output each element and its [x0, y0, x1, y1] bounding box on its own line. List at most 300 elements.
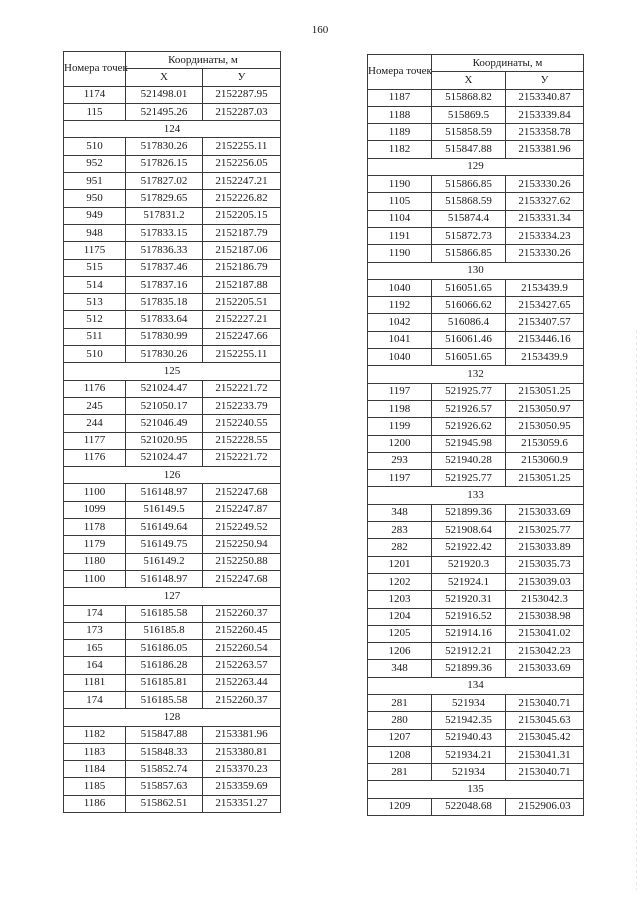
point-number-cell: 1174: [64, 86, 126, 103]
table-row: [64, 328, 281, 345]
x-coordinate-cell: 521046.49: [126, 415, 203, 432]
y-coordinate-cell: 2152250.88: [203, 553, 281, 570]
table-row: [368, 297, 584, 314]
point-number-cell: 1192: [368, 297, 432, 314]
x-coordinate-cell: 516148.97: [126, 570, 203, 587]
table-row: [64, 449, 281, 466]
table-row: [368, 746, 584, 763]
table-row: [368, 279, 584, 296]
table-row: [368, 504, 584, 521]
x-coordinate-cell: 521916.52: [432, 608, 506, 625]
y-coordinate-cell: 2153359.69: [203, 778, 281, 795]
table-row: [368, 539, 584, 556]
point-number-cell: 1187: [368, 89, 432, 106]
table-row: [368, 400, 584, 417]
point-number-cell: 510: [64, 138, 126, 155]
y-coordinate-cell: 2153439.9: [506, 279, 584, 296]
point-number-cell: 1176: [64, 449, 126, 466]
y-coordinate-cell: 2152255.11: [203, 138, 281, 155]
table-row: [368, 556, 584, 573]
group-row: [64, 588, 281, 605]
y-coordinate-cell: 2152221.72: [203, 380, 281, 397]
point-number-cell: 1041: [368, 331, 432, 348]
point-number-cell: 1208: [368, 746, 432, 763]
point-number-cell: 950: [64, 190, 126, 207]
point-number-cell: 1190: [368, 245, 432, 262]
x-coordinate-cell: 516185.8: [126, 622, 203, 639]
y-coordinate-cell: 2152247.87: [203, 501, 281, 518]
x-coordinate-cell: 516149.75: [126, 536, 203, 553]
y-coordinate-cell: 2153040.71: [506, 764, 584, 781]
point-number-cell: 293: [368, 452, 432, 469]
table-row: [64, 138, 281, 155]
group-row: [368, 781, 584, 798]
table-row: [368, 141, 584, 158]
y-coordinate-cell: 2153380.81: [203, 743, 281, 760]
point-number-cell: 1100: [64, 570, 126, 587]
y-coordinate-cell: 2153427.65: [506, 297, 584, 314]
point-number-cell: 173: [64, 622, 126, 639]
x-coordinate-cell: 515869.5: [432, 106, 506, 123]
point-number-cell: 1104: [368, 210, 432, 227]
x-coordinate-cell: 516185.58: [126, 691, 203, 708]
point-number-cell: 1040: [368, 349, 432, 366]
x-coordinate-cell: 521914.16: [432, 625, 506, 642]
point-number-cell: 1199: [368, 418, 432, 435]
point-number-cell: 515: [64, 259, 126, 276]
table-row: [64, 86, 281, 103]
y-coordinate-cell: 2153051.25: [506, 470, 584, 487]
y-coordinate-cell: 2152287.03: [203, 103, 281, 120]
y-coordinate-cell: 2153041.31: [506, 746, 584, 763]
x-coordinate-cell: 521920.3: [432, 556, 506, 573]
table-row: [368, 694, 584, 711]
point-number-cell: 1180: [64, 553, 126, 570]
point-number-cell: 1189: [368, 124, 432, 141]
point-number-cell: 1184: [64, 761, 126, 778]
x-coordinate-cell: 521050.17: [126, 397, 203, 414]
x-coordinate-cell: 516185.58: [126, 605, 203, 622]
table-row: [64, 501, 281, 518]
coordinates-table-left: [63, 51, 281, 813]
point-number-cell: 281: [368, 694, 432, 711]
x-coordinate-cell: 521024.47: [126, 380, 203, 397]
group-row: [368, 158, 584, 175]
y-coordinate-cell: 2152186.79: [203, 259, 281, 276]
y-coordinate-cell: 2153038.98: [506, 608, 584, 625]
y-coordinate-cell: 2153339.84: [506, 106, 584, 123]
coordinates-header: Координаты, м: [432, 55, 584, 72]
point-number-cell: 511: [64, 328, 126, 345]
x-coordinate-cell: 515852.74: [126, 761, 203, 778]
table-row: [64, 640, 281, 657]
x-coordinate-cell: 516066.62: [432, 297, 506, 314]
group-number: 126: [64, 467, 281, 484]
x-coordinate-cell: 517833.64: [126, 311, 203, 328]
point-number-cell: 1042: [368, 314, 432, 331]
y-coordinate-cell: 2152226.82: [203, 190, 281, 207]
y-coordinate-cell: 2153033.69: [506, 660, 584, 677]
y-coordinate-cell: 2153039.03: [506, 573, 584, 590]
x-coordinate-cell: 521934: [432, 694, 506, 711]
point-number-cell: 164: [64, 657, 126, 674]
group-row: [64, 121, 281, 138]
group-number: 135: [368, 781, 584, 798]
table-row: [368, 764, 584, 781]
point-number-cell: 281: [368, 764, 432, 781]
y-coordinate-cell: 2153050.97: [506, 400, 584, 417]
y-coordinate-cell: 2153330.26: [506, 245, 584, 262]
point-number-cell: 948: [64, 224, 126, 241]
y-coordinate-cell: 2153439.9: [506, 349, 584, 366]
x-coordinate-cell: 517830.26: [126, 346, 203, 363]
x-coordinate-cell: 521899.36: [432, 504, 506, 521]
table-row: [368, 314, 584, 331]
table-row: [368, 383, 584, 400]
table-row: [64, 346, 281, 363]
y-coordinate-cell: 2152205.51: [203, 294, 281, 311]
x-coordinate-cell: 516185.81: [126, 674, 203, 691]
y-coordinate-cell: 2152187.88: [203, 276, 281, 293]
point-number-cell: 951: [64, 173, 126, 190]
y-coordinate-cell: 2153040.71: [506, 694, 584, 711]
x-coordinate-cell: 515847.88: [432, 141, 506, 158]
table-row: [64, 778, 281, 795]
y-coordinate-cell: 2153035.73: [506, 556, 584, 573]
table-row: [64, 536, 281, 553]
point-number-cell: 174: [64, 691, 126, 708]
x-coordinate-cell: 521912.21: [432, 643, 506, 660]
point-number-cell: 1182: [368, 141, 432, 158]
x-coordinate-cell: 521940.43: [432, 729, 506, 746]
table-row: [368, 210, 584, 227]
page-number: 160: [311, 24, 329, 36]
x-coordinate-cell: 516149.64: [126, 519, 203, 536]
y-coordinate-cell: 2152221.72: [203, 449, 281, 466]
scan-edge-artifact: [636, 330, 637, 890]
point-number-cell: 1181: [64, 674, 126, 691]
y-coordinate-cell: 2153330.26: [506, 176, 584, 193]
table-body: [368, 89, 584, 815]
y-coordinate-cell: 2152247.68: [203, 570, 281, 587]
point-number-cell: 1177: [64, 432, 126, 449]
table-row: [368, 522, 584, 539]
table-row: [64, 622, 281, 639]
y-header: У: [506, 72, 584, 89]
y-coordinate-cell: 2152287.95: [203, 86, 281, 103]
point-number-cell: 1176: [64, 380, 126, 397]
group-number: 129: [368, 158, 584, 175]
x-coordinate-cell: 521934.21: [432, 746, 506, 763]
x-coordinate-cell: 516149.2: [126, 553, 203, 570]
point-number-cell: 1198: [368, 400, 432, 417]
x-coordinate-cell: 516148.97: [126, 484, 203, 501]
point-number-cell: 1206: [368, 643, 432, 660]
table-row: [368, 452, 584, 469]
x-coordinate-cell: 521495.26: [126, 103, 203, 120]
table-row: [64, 519, 281, 536]
y-coordinate-cell: 2152255.11: [203, 346, 281, 363]
x-coordinate-cell: 517833.15: [126, 224, 203, 241]
x-coordinate-cell: 517830.99: [126, 328, 203, 345]
point-number-cell: 174: [64, 605, 126, 622]
point-number-cell: 280: [368, 712, 432, 729]
x-coordinate-cell: 516186.28: [126, 657, 203, 674]
x-coordinate-cell: 515866.85: [432, 176, 506, 193]
y-coordinate-cell: 2152250.94: [203, 536, 281, 553]
table-row: [64, 397, 281, 414]
table-row: [368, 227, 584, 244]
x-coordinate-cell: 515862.51: [126, 795, 203, 812]
table-row: [64, 155, 281, 172]
point-number-cell: 348: [368, 504, 432, 521]
point-number-cell: 115: [64, 103, 126, 120]
y-coordinate-cell: 2152263.44: [203, 674, 281, 691]
x-coordinate-cell: 516051.65: [432, 279, 506, 296]
point-number-cell: 1200: [368, 435, 432, 452]
point-number-cell: 1175: [64, 242, 126, 259]
group-number: 127: [64, 588, 281, 605]
x-coordinate-cell: 521926.62: [432, 418, 506, 435]
y-coordinate-cell: 2152260.54: [203, 640, 281, 657]
point-number-cell: 1183: [64, 743, 126, 760]
y-coordinate-cell: 2153370.23: [203, 761, 281, 778]
table-row: [368, 349, 584, 366]
point-number-cell: 514: [64, 276, 126, 293]
coordinates-header: Координаты, м: [126, 52, 281, 69]
y-coordinate-cell: 2153351.27: [203, 795, 281, 812]
point-number-cell: 283: [368, 522, 432, 539]
table-row: [64, 207, 281, 224]
x-coordinate-cell: 515857.63: [126, 778, 203, 795]
table-row: [368, 124, 584, 141]
table-row: [368, 106, 584, 123]
point-number-cell: 1197: [368, 470, 432, 487]
point-number-cell: 1204: [368, 608, 432, 625]
x-coordinate-cell: 517836.33: [126, 242, 203, 259]
table-row: [368, 470, 584, 487]
y-coordinate-cell: 2153033.69: [506, 504, 584, 521]
group-number: 125: [64, 363, 281, 380]
point-number-cell: 1191: [368, 227, 432, 244]
point-number-header: Номера точек: [64, 52, 126, 87]
table-row: [64, 415, 281, 432]
point-number-cell: 1190: [368, 176, 432, 193]
table-row: [368, 331, 584, 348]
y-coordinate-cell: 2153060.9: [506, 452, 584, 469]
x-coordinate-cell: 517837.16: [126, 276, 203, 293]
y-coordinate-cell: 2152247.21: [203, 173, 281, 190]
table-row: [64, 761, 281, 778]
group-number: 132: [368, 366, 584, 383]
point-number-cell: 1179: [64, 536, 126, 553]
point-number-cell: 952: [64, 155, 126, 172]
x-coordinate-cell: 515847.88: [126, 726, 203, 743]
y-coordinate-cell: 2153381.96: [203, 726, 281, 743]
group-row: [368, 262, 584, 279]
point-number-cell: 244: [64, 415, 126, 432]
x-coordinate-cell: 515872.73: [432, 227, 506, 244]
x-coordinate-cell: 515858.59: [432, 124, 506, 141]
x-coordinate-cell: 516186.05: [126, 640, 203, 657]
group-number: 134: [368, 677, 584, 694]
x-coordinate-cell: 522048.68: [432, 798, 506, 815]
table-row: [64, 553, 281, 570]
y-coordinate-cell: 2153041.02: [506, 625, 584, 642]
group-number: 130: [368, 262, 584, 279]
point-number-cell: 1207: [368, 729, 432, 746]
group-number: 124: [64, 121, 281, 138]
table-row: [368, 625, 584, 642]
table-row: [368, 89, 584, 106]
x-coordinate-cell: 521924.1: [432, 573, 506, 590]
y-coordinate-cell: 2153358.78: [506, 124, 584, 141]
point-number-cell: 1209: [368, 798, 432, 815]
point-number-cell: 348: [368, 660, 432, 677]
x-coordinate-cell: 515868.82: [432, 89, 506, 106]
x-coordinate-cell: 515868.59: [432, 193, 506, 210]
table-row: [64, 570, 281, 587]
y-coordinate-cell: 2152228.55: [203, 432, 281, 449]
table-row: [64, 691, 281, 708]
group-number: 133: [368, 487, 584, 504]
point-number-cell: 245: [64, 397, 126, 414]
point-number-cell: 510: [64, 346, 126, 363]
x-coordinate-cell: 521922.42: [432, 539, 506, 556]
point-number-cell: 1197: [368, 383, 432, 400]
x-coordinate-cell: 516051.65: [432, 349, 506, 366]
group-row: [64, 709, 281, 726]
x-coordinate-cell: 521908.64: [432, 522, 506, 539]
y-coordinate-cell: 2152249.52: [203, 519, 281, 536]
y-coordinate-cell: 2152263.57: [203, 657, 281, 674]
y-coordinate-cell: 2152906.03: [506, 798, 584, 815]
point-number-header: Номера точек: [368, 55, 432, 90]
point-number-cell: 1188: [368, 106, 432, 123]
point-number-cell: 1203: [368, 591, 432, 608]
y-coordinate-cell: 2153042.23: [506, 643, 584, 660]
table-row: [368, 660, 584, 677]
x-header: X: [126, 69, 203, 86]
table-row: [64, 276, 281, 293]
x-coordinate-cell: 517829.65: [126, 190, 203, 207]
table-row: [64, 294, 281, 311]
coordinates-table-right: [367, 54, 584, 816]
table-row: [64, 743, 281, 760]
point-number-cell: 1182: [64, 726, 126, 743]
x-coordinate-cell: 521020.95: [126, 432, 203, 449]
x-coordinate-cell: 521925.77: [432, 383, 506, 400]
y-coordinate-cell: 2152240.55: [203, 415, 281, 432]
point-number-cell: 1105: [368, 193, 432, 210]
y-coordinate-cell: 2153331.34: [506, 210, 584, 227]
y-coordinate-cell: 2152187.06: [203, 242, 281, 259]
table-row: [368, 643, 584, 660]
table-row: [368, 435, 584, 452]
y-coordinate-cell: 2153446.16: [506, 331, 584, 348]
y-coordinate-cell: 2153407.57: [506, 314, 584, 331]
table-row: [368, 712, 584, 729]
x-header: X: [432, 72, 506, 89]
x-coordinate-cell: 517831.2: [126, 207, 203, 224]
table-row: [368, 193, 584, 210]
x-coordinate-cell: 516061.46: [432, 331, 506, 348]
table-row: [368, 729, 584, 746]
x-coordinate-cell: 521920.31: [432, 591, 506, 608]
y-coordinate-cell: 2153334.23: [506, 227, 584, 244]
point-number-cell: 282: [368, 539, 432, 556]
table-row: [368, 245, 584, 262]
y-coordinate-cell: 2153340.87: [506, 89, 584, 106]
x-coordinate-cell: 517837.46: [126, 259, 203, 276]
point-number-cell: 165: [64, 640, 126, 657]
group-row: [368, 366, 584, 383]
x-coordinate-cell: 521899.36: [432, 660, 506, 677]
x-coordinate-cell: 521024.47: [126, 449, 203, 466]
y-coordinate-cell: 2153327.62: [506, 193, 584, 210]
group-row: [64, 467, 281, 484]
x-coordinate-cell: 515848.33: [126, 743, 203, 760]
table-row: [368, 608, 584, 625]
table-row: [368, 573, 584, 590]
group-row: [368, 677, 584, 694]
point-number-cell: 1186: [64, 795, 126, 812]
y-coordinate-cell: 2153042.3: [506, 591, 584, 608]
table-row: [368, 798, 584, 815]
x-coordinate-cell: 521498.01: [126, 86, 203, 103]
x-coordinate-cell: 521926.57: [432, 400, 506, 417]
point-number-cell: 1185: [64, 778, 126, 795]
y-header: У: [203, 69, 281, 86]
y-coordinate-cell: 2153050.95: [506, 418, 584, 435]
y-coordinate-cell: 2152260.37: [203, 691, 281, 708]
y-coordinate-cell: 2152227.21: [203, 311, 281, 328]
y-coordinate-cell: 2152187.79: [203, 224, 281, 241]
table-row: [64, 259, 281, 276]
y-coordinate-cell: 2153025.77: [506, 522, 584, 539]
point-number-cell: 1040: [368, 279, 432, 296]
table-row: [64, 726, 281, 743]
table-row: [64, 190, 281, 207]
x-coordinate-cell: 515874.4: [432, 210, 506, 227]
x-coordinate-cell: 521940.28: [432, 452, 506, 469]
table-row: [368, 591, 584, 608]
point-number-cell: 1100: [64, 484, 126, 501]
table-row: [368, 418, 584, 435]
point-number-cell: 513: [64, 294, 126, 311]
table-row: [64, 432, 281, 449]
point-number-cell: 1201: [368, 556, 432, 573]
group-number: 128: [64, 709, 281, 726]
y-coordinate-cell: 2152233.79: [203, 397, 281, 414]
group-row: [368, 487, 584, 504]
point-number-cell: 1202: [368, 573, 432, 590]
x-coordinate-cell: 517830.26: [126, 138, 203, 155]
y-coordinate-cell: 2152247.66: [203, 328, 281, 345]
x-coordinate-cell: 515866.85: [432, 245, 506, 262]
point-number-cell: 1205: [368, 625, 432, 642]
y-coordinate-cell: 2152256.05: [203, 155, 281, 172]
y-coordinate-cell: 2152205.15: [203, 207, 281, 224]
x-coordinate-cell: 517826.15: [126, 155, 203, 172]
x-coordinate-cell: 517827.02: [126, 173, 203, 190]
x-coordinate-cell: 521945.98: [432, 435, 506, 452]
table-row: [64, 173, 281, 190]
x-coordinate-cell: 521925.77: [432, 470, 506, 487]
table-row: [64, 605, 281, 622]
x-coordinate-cell: 516149.5: [126, 501, 203, 518]
x-coordinate-cell: 517835.18: [126, 294, 203, 311]
